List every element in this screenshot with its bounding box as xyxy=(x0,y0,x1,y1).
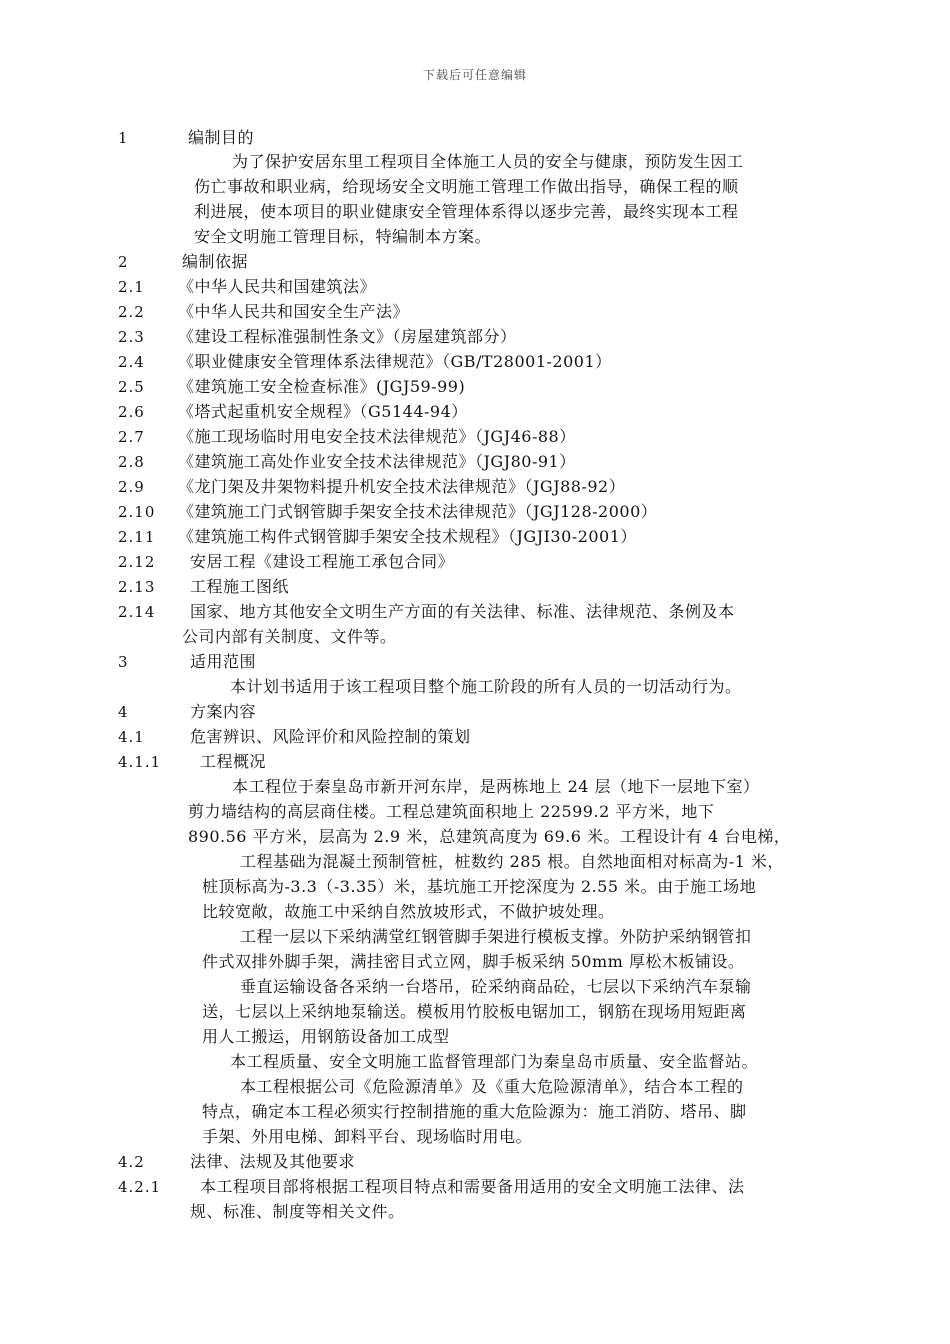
paragraph-line: 工程基础为混凝土预制管桩，桩数约 285 根。自然地面相对标高为-1 米， xyxy=(240,852,784,871)
list-item: 《中华人民共和国安全生产法》 xyxy=(178,302,410,321)
paragraph-line: 特点，确定本工程必须实行控制措施的重大危险源为：施工消防、塔吊、脚 xyxy=(202,1102,747,1121)
paragraph-line: 利进展，使本项目的职业健康安全管理体系得以逐步完善，最终实现本工程 xyxy=(194,202,739,221)
page-header: 下载后可任意编辑 xyxy=(422,68,527,82)
paragraph-line: 工程一层以下采纳满堂红钢管脚手架进行模板支撑。外防护采纳钢管扣 xyxy=(240,927,752,946)
paragraph-line: 为了保护安居东里工程项目全体施工人员的安全与健康，预防发生因工 xyxy=(232,152,744,171)
item-number: 2.3 xyxy=(118,328,145,346)
list-item: 国家、地方其他安全文明生产方面的有关法律、标准、法律规范、条例及本 xyxy=(190,602,735,621)
item-number: 2.13 xyxy=(118,578,156,596)
section-number: 4 xyxy=(118,703,129,721)
paragraph-line: 规、标准、制度等相关文件。 xyxy=(190,1202,405,1221)
item-number: 2.6 xyxy=(118,403,145,421)
item-number: 2.1 xyxy=(118,278,145,296)
paragraph-line: 手架、外用电梯、卸料平台、现场临时用电。 xyxy=(202,1127,533,1146)
item-number: 2.7 xyxy=(118,428,145,446)
paragraph-line: 垂直运输设备各采纳一台塔吊，砼采纳商品砼，七层以下采纳汽车泵输 xyxy=(240,977,752,996)
paragraph-line: 本工程位于秦皇岛市新开河东岸，是两栋地上 24 层（地下一层地下室） xyxy=(232,777,760,796)
list-item: 《建筑施工构件式钢管脚手架安全技术规程》（JGJI30-2001） xyxy=(178,527,637,546)
list-item: 《龙门架及井架物料提升机安全技术法律规范》（JGJ88-92） xyxy=(178,477,626,496)
item-number: 2.10 xyxy=(118,503,156,521)
item-number: 2.9 xyxy=(118,478,145,496)
paragraph-line: 比较宽敞，故施工中采纳自然放坡形式，不做护坡处理。 xyxy=(202,902,615,921)
item-number: 2.14 xyxy=(118,603,156,621)
list-item: 《建筑施工高处作业安全技术法律规范》（JGJ80-91） xyxy=(178,452,576,471)
paragraph-line: 剪力墙结构的高层商住楼。工程总建筑面积地上 22599.2 平方米，地下 xyxy=(188,802,715,821)
paragraph-line: 用人工搬运，用钢筋设备加工成型 xyxy=(202,1027,450,1046)
subsection-heading: 法律、法规及其他要求 xyxy=(190,1152,356,1171)
item-number: 2.2 xyxy=(118,303,145,321)
paragraph-line: 本工程质量、安全文明施工监督管理部门为秦皇岛市质量、安全监督站。 xyxy=(230,1052,759,1071)
item-number: 2.4 xyxy=(118,353,145,371)
list-item: 《中华人民共和国建筑法》 xyxy=(178,277,377,296)
paragraph-line: 送，七层以上采纳地泵输送。模板用竹胶板电锯加工，钢筋在现场用短距离 xyxy=(202,1002,747,1021)
section-number: 2 xyxy=(118,253,129,271)
paragraph-line: 安全文明施工管理目标，特编制本方案。 xyxy=(194,227,492,246)
paragraph-line: 本计划书适用于该工程项目整个施工阶段的所有人员的一切活动行为。 xyxy=(230,677,742,696)
item-number: 2.12 xyxy=(118,553,156,571)
list-item: 《塔式起重机安全规程》（G5144-94） xyxy=(178,402,468,421)
list-item: 《职业健康安全管理体系法律规范》（GB/T28001-2001） xyxy=(178,352,612,371)
paragraph-line: 伤亡事故和职业病，给现场安全文明施工管理工作做出指导，确保工程的顺 xyxy=(194,177,739,196)
paragraph-line: 本工程项目部将根据工程项目特点和需要备用适用的安全文明施工法律、法 xyxy=(200,1177,745,1196)
list-item: 安居工程《建设工程施工承包合同》 xyxy=(190,552,455,571)
item-number: 2.11 xyxy=(118,528,156,546)
paragraph-line: 公司内部有关制度、文件等。 xyxy=(182,627,397,646)
section-number: 3 xyxy=(118,653,129,671)
section-number: 1 xyxy=(118,129,129,147)
list-item: 《施工现场临时用电安全技术法律规范》（JGJ46-88） xyxy=(178,427,576,446)
list-item: 工程施工图纸 xyxy=(190,577,290,596)
item-number: 4.2.1 xyxy=(118,1178,162,1196)
paragraph-line: 890.56 平方米，层高为 2.9 米，总建筑高度为 69.6 米。工程设计有 4 台电梯， xyxy=(188,827,791,846)
item-number: 2.5 xyxy=(118,378,145,396)
section-heading: 编制依据 xyxy=(182,252,249,271)
list-item: 《建筑施工门式钢管脚手架安全技术法律规范》（JGJ128-2000） xyxy=(178,502,658,521)
item-number: 4.1 xyxy=(118,728,145,746)
section-heading: 编制目的 xyxy=(188,128,255,147)
paragraph-line: 本工程根据公司《危险源清单》及《重大危险源清单》，结合本工程的 xyxy=(240,1077,744,1096)
item-number: 4.1.1 xyxy=(118,753,162,771)
subsection-heading: 工程概况 xyxy=(200,752,267,771)
subsection-heading: 危害辨识、风险评价和风险控制的策划 xyxy=(190,727,471,746)
paragraph-line: 件式双排外脚手架，满挂密目式立网，脚手板采纳 50mm 厚松木板铺设。 xyxy=(202,952,745,971)
item-number: 2.8 xyxy=(118,453,145,471)
list-item: 《建筑施工安全检查标准》(JGJ59-99) xyxy=(178,377,466,396)
paragraph-line: 桩顶标高为-3.3（-3.35）米，基坑施工开挖深度为 2.55 米。由于施工场地 xyxy=(202,877,757,896)
section-heading: 方案内容 xyxy=(190,702,257,721)
item-number: 4.2 xyxy=(118,1153,145,1171)
section-heading: 适用范围 xyxy=(190,652,257,671)
list-item: 《建设工程标准强制性条文》（房屋建筑部分） xyxy=(178,327,517,346)
